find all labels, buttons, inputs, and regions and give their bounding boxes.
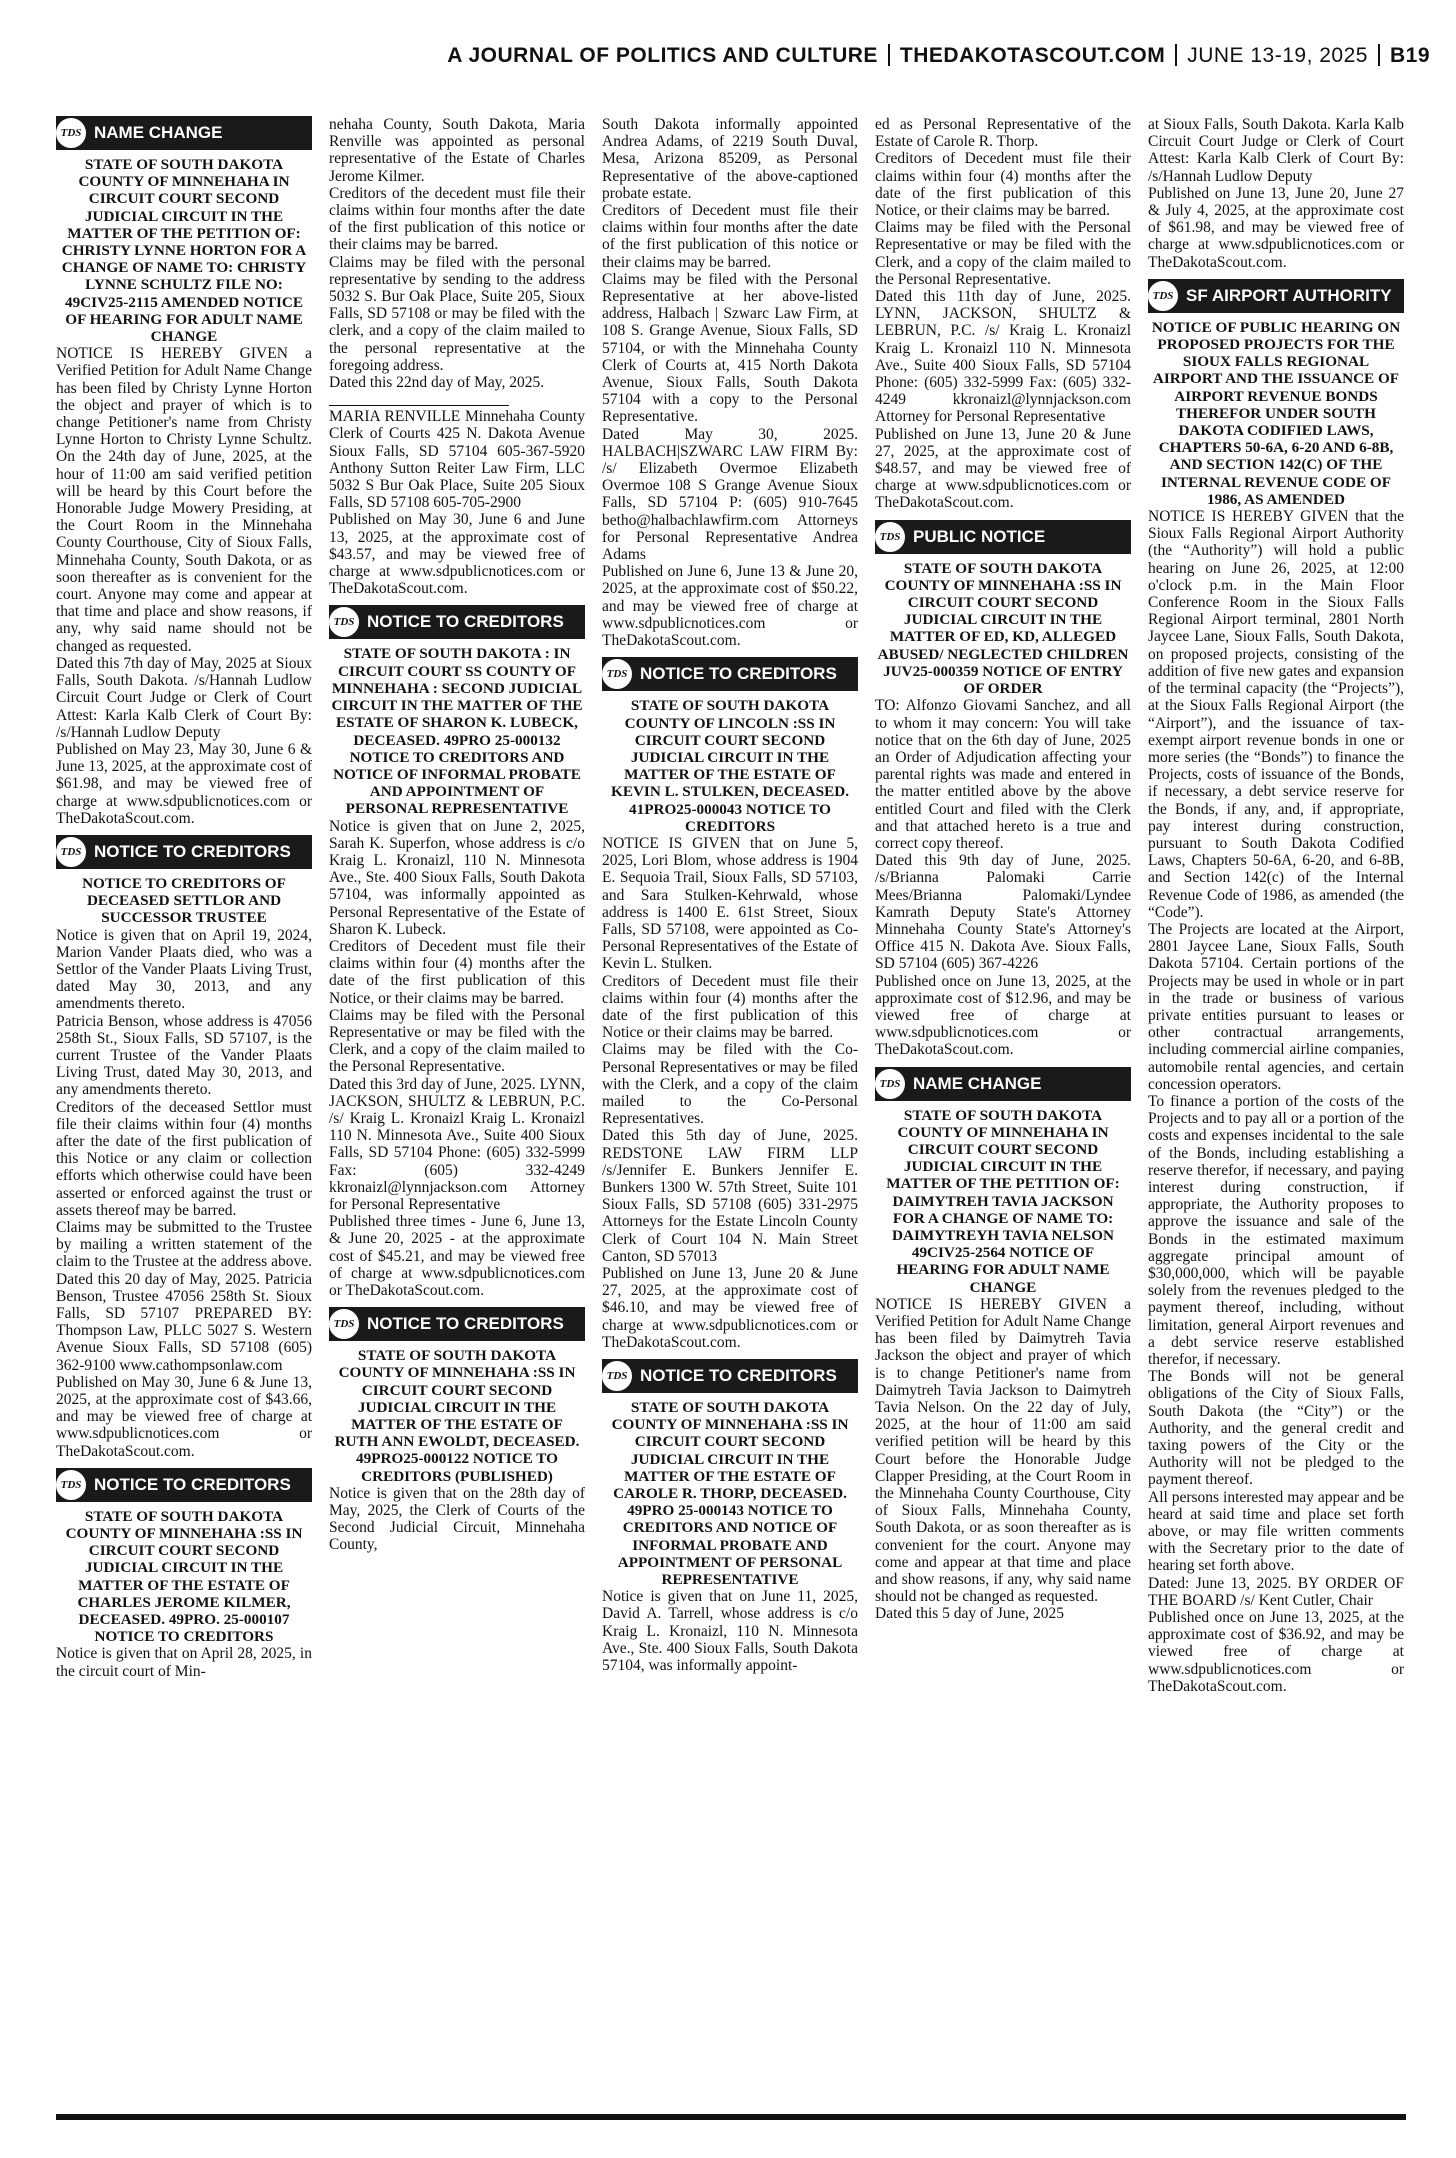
notice-paragraph: Notice is given that on April 28, 2025, in the circuit court of Min- xyxy=(56,1645,312,1680)
notice-paragraph: Claims may be filed with the Co-Personal Representatives or may be filed with the Clerk, and a copy of the claim mailed to the Co-Personal Representatives. xyxy=(602,1041,858,1128)
notice-paragraph: Claims may be filed with the personal representative by sending to the address 5032 S. Bur Oak Place, Suite 205, Sioux Falls, SD 57108 or may be filed with the clerk, and a copy of the claim mailed to the personal representative at the foregoing address. xyxy=(329,253,585,374)
notice-paragraph: NOTICE IS HEREBY GIVEN a Verified Petition for Adult Name Change has been filed by Christy Lynne Horton the object and prayer of which is to change Petitioner's name from Christy Lynne Horton to Christy Lynne Schultz. On the 24th day of June, 2025, at the hour of 11:00 am said verified petition will be heard by this Court before the Honorable Judge Mowery Presiding, at the Court Room in the Minnehaha County Courthouse, City of Sioux Falls, Minnehaha County, South Dakota, or as soon thereafter as is convenient for the court. Anyone may come and appear at that time and place and show reasons, if any, why said name should not be changed as requested. xyxy=(56,345,312,655)
notice-heading: NOTICE TO CREDITORS OF DECEASED SETTLOR AND SUCCESSOR TRUSTEE xyxy=(82,874,286,927)
publication-tagline: A JOURNAL OF POLITICS AND CULTURE xyxy=(447,44,878,67)
notice-paragraph: South Dakota informally appointed Andrea Adams, of 2219 South Duval, Mesa, Arizona 85209, as Personal Representative of the above-captioned probate estate. xyxy=(602,116,858,202)
section-tag-label: NOTICE TO CREDITORS xyxy=(94,1474,291,1494)
notice-paragraph: ed as Personal Representative of the Estate of Carole R. Thorp. xyxy=(875,116,1131,151)
header-separator xyxy=(888,44,890,66)
notice-heading: STATE OF SOUTH DAKOTA COUNTY OF MINNEHAHA IN CIRCUIT COURT SECOND JUDICIAL CIRCUIT IN THE MATTER OF THE PETITION OF: CHRISTY LYNNE HORTON FOR A CHANGE OF NAME TO: CHRISTY LYNNE SCHULTZ FILE NO: 49CIV25-2115 AMENDED NOTICE OF HEARING FOR ADULT NAME CHANGE xyxy=(61,156,307,346)
publication-note: Published three times - June 6, June 13, & June 20, 2025 - at the approximate cost of $45.21, and may be viewed free of charge at www.sdpublicnotices.com or TheDakotaScout.com. xyxy=(329,1213,585,1299)
notice-paragraph: Dated this 3rd day of June, 2025. LYNN, JACKSON, SHULTZ & LEBRUN, P.C. /s/ Kraig L. Kronaizl Kraig L. Kronaizl 110 N. Minnesota Ave., Suite 400 Sioux Falls, SD 57104 Phone: (605) 332-5999 Fax: (605) 332-4249 kkronaizl@lynnjackson.com Attorney for Personal Representative xyxy=(329,1075,585,1213)
notice-paragraph: Creditors of Decedent must file their claims within four (4) months after the date of the first publication of this Notice, or their claims may be barred. xyxy=(329,937,585,1007)
publication-note: Published once on June 13, 2025, at the approximate cost of $36.92, and may be viewed free of charge at www.sdpublicnotices.com or TheDakotaScout.com. xyxy=(1148,1609,1404,1695)
notice-paragraph: Dated this 11th day of June, 2025. LYNN, JACKSON, SHULTZ & LEBRUN, P.C. /s/ Kraig L. Kronaizl Kraig L. Kronaizl 110 N. Minnesota Ave., Suite 400 Sioux Falls, SD 57104 Phone: (605) 332-5999 Fax: (605) 332-4249 kkronaizl@lynnjackson.com Attorney for Personal Representative xyxy=(875,288,1131,426)
notice-paragraph: Dated May 30, 2025. HALBACH|SZWARC LAW FIRM By: /s/ Elizabeth Overmoe Elizabeth Overmoe 108 S Grange Avenue Sioux Falls, SD 57104 P: (605) 910-7645 betho@halbachlawfirm.com Attorneys for Personal Representative Andrea Adams xyxy=(602,425,858,564)
page-bottom-rule xyxy=(56,2114,1406,2120)
notice-paragraph: Notice is given that on April 19, 2024, Marion Vander Plaats died, who was a Settlor of the Vander Plaats Living Trust, dated May 30, 2013, and any amendments thereto. xyxy=(56,926,312,1013)
notice-paragraph: Dated this 5th day of June, 2025. REDSTONE LAW FIRM LLP /s/Jennifer E. Bunkers Jennifer E. Bunkers 1300 W. 57th Street, Suite 101 Sioux Falls, SD 57108 (605) 331-2975 Attorneys for the Estate Lincoln County Clerk of Court 104 N. Main Street Canton, SD 57013 xyxy=(602,1127,858,1265)
notice-paragraph: Dated this 5 day of June, 2025 xyxy=(875,1605,1064,1623)
notice-paragraph: Creditors of Decedent must file their claims within four (4) months after the date of the first publication of this Notice, or their claims may be barred. xyxy=(875,150,1131,220)
column-2 xyxy=(329,116,585,2101)
notice-paragraph: To finance a portion of the costs of the Projects and to pay all or a portion of the costs and expenses incidental to the sale of the Bonds, including establishing a reserve therefor, if necessary, and paying interest during construction, if appropriate, the Authority proposes to approve the issuance and sale of the Bonds in the estimated maximum aggregate principal amount of $30,000,000, which will be payable solely from the revenues pledged to the payment thereof, including, without limitation, general Airport revenues and a debt service reserve established therefor, if necessary. xyxy=(1148,1092,1404,1369)
notice-heading: STATE OF SOUTH DAKOTA COUNTY OF MINNEHAHA :SS IN CIRCUIT COURT SECOND JUDICIAL CIRCUIT IN THE MATTER OF THE ESTATE OF RUTH ANN EWOLDT, DECEASED. 49PRO25-000122 NOTICE TO CREDITORS (PUBLISHED) xyxy=(334,1347,580,1485)
header-separator xyxy=(1175,44,1177,66)
notice-paragraph: Dated this 9th day of June, 2025. /s/Brianna Palomaki Carrie Mees/Brianna Palomaki/Lyndee Kamrath Deputy State's Attorney Minnehaha County State's Attorney's Office 415 N. Dakota Ave. Sioux Falls, SD 57104 (605) 367-4226 xyxy=(875,852,1131,973)
section-tag-label: NAME CHANGE xyxy=(913,1073,1042,1093)
notice-heading: STATE OF SOUTH DAKOTA COUNTY OF LINCOLN :SS IN CIRCUIT COURT SECOND JUDICIAL CIRCUIT IN THE MATTER OF THE ESTATE OF KEVIN L. STULKEN, DECEASED. 41PRO25-000043 NOTICE TO CREDITORS xyxy=(611,697,849,835)
notice-paragraph: Dated: June 13, 2025. BY ORDER OF THE BOARD /s/ Kent Cutler, Chair xyxy=(1148,1574,1404,1609)
section-tag xyxy=(329,605,585,639)
publication-note: Published on May 30, June 6 & June 13, 2025, at the approximate cost of $43.66, and may be viewed free of charge at www.sdpublicnotices.com or TheDakotaScout.com. xyxy=(56,1373,312,1460)
notice-paragraph: at Sioux Falls, South Dakota. Karla Kalb Circuit Court Judge or Clerk of Court Attest: Karla Kalb Clerk of Court By: /s/Hannah Ludlow Deputy xyxy=(1148,116,1404,185)
publication-note: Published on May 30, June 6 and June 13, 2025, at the approximate cost of $43.57, and may be viewed free of charge at www.sdpublicnotices.com or TheDakotaScout.com. xyxy=(329,511,585,598)
section-tag xyxy=(1148,279,1404,313)
scout-logo-icon: TDS xyxy=(56,116,88,150)
publication-note: Published on June 13, June 20 & June 27, 2025, at the approximate cost of $48.57, and may be viewed free of charge at www.sdpublicnotices.com or TheDakotaScout.com. xyxy=(875,425,1131,512)
notices-columns xyxy=(56,116,1406,2101)
section-tag xyxy=(602,1359,858,1393)
notice-paragraph: Claims may be filed with the Personal Representative at her above-listed address, Halbach | Szwarc Law Firm, at 108 S. Grange Avenue, Sioux Falls, SD 57104, or with the Minnehaha County Clerk of Courts at, 415 North Dakota Avenue, Sioux Falls, South Dakota 57104 with a copy to the Personal Representative. xyxy=(602,270,858,426)
notice-paragraph: The Projects are located at the Airport, 2801 Jaycee Lane, Sioux Falls, South Dakota 57104. Certain portions of the Projects may be used in whole or in part in the trade or business of various private entities pursuant to leases or other contractual arrangements, including commercial airline companies, automobile rental agencies, and certain concession operators. xyxy=(1148,920,1404,1093)
notice-paragraph: All persons interested may appear and be heard at said time and place set forth above, or may file written comments with the Secretary prior to the date of hearing set forth above. xyxy=(1148,1488,1404,1575)
scout-logo-icon: TDS xyxy=(602,657,634,691)
publication-note: Published on June 13, June 20, June 27 & July 4, 2025, at the approximate cost of $61.98, and may be viewed free of charge at www.sdpublicnotices.com or TheDakotaScout.com. xyxy=(1148,184,1404,271)
notice-paragraph: NOTICE IS HEREBY GIVEN a Verified Petition for Adult Name Change has been filed by Daimytreh Tavia Jackson the object and prayer of which is to change Petitioner's name from Daimytreh Tavia Jackson to Daimytreh Tavia Nelson. On the 22 day of July, 2025, at the hour of 11:00 am said verified petition will be heard by this Court before the Honorable Judge Clapper Presiding, at the Court Room in the Minnehaha County Courthouse, City of Sioux Falls, Minnehaha County, South Dakota, or as soon thereafter as is convenient for the court. Anyone may come and appear at that time and place and show reasons, if any, why said name should not be changed as requested. xyxy=(875,1295,1131,1606)
notice-paragraph: MARIA RENVILLE Minnehaha County Clerk of Courts 425 N. Dakota Avenue Sioux Falls, SD 57104 605-367-5920 Anthony Sutton Reiter Law Firm, LLC 5032 S Bur Oak Place, Suite 205 Sioux Falls, SD 57108 605-705-2900 xyxy=(329,408,585,512)
section-tag xyxy=(56,1468,312,1502)
notice-paragraph: NOTICE IS HEREBY GIVEN that the Sioux Falls Regional Airport Authority (the “Authority”) will hold a public hearing on June 26, 2025, at 12:00 o'clock p.m. in the Main Floor Conference Room in the Sioux Falls Regional Airport terminal, 2801 North Jaycee Lane, Sioux Falls, South Dakota, on proposed projects, consisting of the addition of five new gates and expansion of the terminal capacity (the “Projects”), at the Sioux Falls Regional Airport (the “Airport”), and the issuance of tax-exempt airport revenue bonds in one or more series (the “Bonds”) to finance the Projects, costs of issuance of the Bonds, if necessary, a debt service reserve for the Bonds, if any, and, if appropriate, pay interest during construction, pursuant to South Dakota Codified Laws, Chapters 50-6A, 6-20, and 6-8B, and Section 142(c) of the Internal Revenue Code of 1986, as amended (the “Code”). xyxy=(1148,508,1404,921)
notice-paragraph: The Bonds will not be general obligations of the City of Sioux Falls, South Dakota (the “City”) or the Authority, and the general credit and taxing powers of the City or the Authority will not be pledged to the payment thereof. xyxy=(1148,1368,1404,1489)
column-3 xyxy=(602,116,858,2101)
scout-logo-icon: TDS xyxy=(1148,279,1180,313)
signature-line xyxy=(329,405,509,406)
section-tag-label: NOTICE TO CREDITORS xyxy=(367,612,564,632)
notice-paragraph: Creditors of Decedent must file their claims within four (4) months after the date of the first publication of this Notice or their claims may be barred. xyxy=(602,972,858,1042)
publication-note: Published on June 6, June 13 & June 20, 2025, at the approximate cost of $50.22, and may be viewed free of charge at www.sdpublicnotices.com or TheDakotaScout.com. xyxy=(602,563,858,650)
scout-logo-icon: TDS xyxy=(875,1067,907,1101)
site-name[interactable]: THEDAKOTASCOUT.COM xyxy=(899,44,1166,67)
notice-paragraph: Claims may be filed with the Personal Representative or may be filed with the Clerk, and a copy of the claim mailed to the Personal Representative. xyxy=(875,219,1131,288)
notice-heading: STATE OF SOUTH DAKOTA COUNTY OF MINNEHAHA :SS IN CIRCUIT COURT SECOND JUDICIAL CIRCUIT IN THE MATTER OF THE ESTATE OF CAROLE R. THORP, DECEASED. 49PRO 25-000143 NOTICE TO CREDITORS AND NOTICE OF INFORMAL PROBATE AND APPOINTMENT OF PERSONAL REPRESENTATIVE xyxy=(611,1399,849,1589)
section-tag xyxy=(329,1307,585,1341)
notice-paragraph: Notice is given that on the 28th day of May, 2025, the Clerk of Courts of the Second Judicial Circuit, Minnehaha County, xyxy=(329,1484,585,1554)
publication-note: Published on May 23, May 30, June 6 & June 13, 2025, at the approximate cost of $61.98, and may be viewed free of charge at www.sdpublicnotices.com or TheDakotaScout.com. xyxy=(56,740,312,827)
header-separator xyxy=(1378,44,1380,66)
section-tag-label: SF AIRPORT AUTHORITY xyxy=(1186,285,1392,305)
section-tag-label: NOTICE TO CREDITORS xyxy=(640,664,837,684)
section-tag xyxy=(56,116,312,150)
notice-paragraph: Claims may be filed with the Personal Representative or may be filed with the Clerk, and a copy of the claim mailed to the Personal Representative. xyxy=(329,1006,585,1076)
issue-date: JUNE 13-19, 2025 xyxy=(1187,44,1368,67)
notice-paragraph: TO: Alfonzo Giovami Sanchez, and all to whom it may concern: You will take notice that on the 6th day of June, 2025 an Order of Adjudication affecting your parental rights was made and entered in the matter entitled above by the above entitled Court and filed with the Clerk and that attached hereto is a true and correct copy thereof. xyxy=(875,697,1131,852)
notice-paragraph: Creditors of the decedent must file their claims within four months after the date of the first publication of this notice or their claims may be barred. xyxy=(329,184,585,254)
section-tag xyxy=(875,520,1131,554)
section-tag-label: NOTICE TO CREDITORS xyxy=(367,1314,564,1334)
publication-note: Published on June 13, June 20 & June 27, 2025, at the approximate cost of $46.10, and may be viewed free of charge at www.sdpublicnotices.com or TheDakotaScout.com. xyxy=(602,1265,858,1351)
section-tag xyxy=(56,835,312,869)
column-1 xyxy=(56,116,312,2101)
notice-paragraph: Creditors of the deceased Settlor must file their claims within four (4) months after the date of the first publication of this Notice or any claim or collection efforts which otherwise could have been asserted or enforced against the trust or assets thereof may be barred. xyxy=(56,1098,312,1219)
notice-paragraph: Patricia Benson, whose address is 47056 258th St., Sioux Falls, SD 57107, is the current Trustee of the Vander Plaats Living Trust, dated May 30, 2013, and any amendments thereto. xyxy=(56,1012,312,1099)
notice-paragraph: NOTICE IS GIVEN that on June 5, 2025, Lori Blom, whose address is 1904 E. Sequoia Trail, Sioux Falls, SD 57103, and Sara Stulken-Kehrwald, whose address is 1400 E. 61st Street, Sioux Falls, SD 57108, were appointed as Co-Personal Representatives of the Estate of Kevin L. Stulken. xyxy=(602,834,858,973)
notice-paragraph: Dated this 7th day of May, 2025 at Sioux Falls, South Dakota. /s/Hannah Ludlow Circuit Court Judge or Clerk of Court Attest: Karla Kalb Clerk of Court By: /s/Hannah Ludlow Deputy xyxy=(56,654,312,741)
section-tag-label: NOTICE TO CREDITORS xyxy=(94,841,291,861)
publication-note: Published once on June 13, 2025, at the approximate cost of $12.96, and may be viewed free of charge at www.sdpublicnotices.com or TheDakotaScout.com. xyxy=(875,972,1131,1059)
notice-heading: STATE OF SOUTH DAKOTA COUNTY OF MINNEHAHA IN CIRCUIT COURT SECOND JUDICIAL CIRCUIT IN THE MATTER OF THE PETITION OF: DAIMYTREH TAVIA JACKSON FOR A CHANGE OF NAME TO: DAIMYTREYH TAVIA NELSON 49CIV25-2564 NOTICE OF HEARING FOR ADULT NAME CHANGE xyxy=(886,1106,1120,1296)
notice-paragraph: Notice is given that on June 11, 2025, David A. Tarrell, whose address is c/o Kraig L. Kronaizl, 110 N. Minnesota Ave., Ste. 400 Sioux Falls, South Dakota 57104, was informally appoint- xyxy=(602,1588,858,1675)
notice-paragraph: Creditors of Decedent must file their claims within four months after the date of the first publication of this notice or their claims may be barred. xyxy=(602,202,858,271)
section-tag-label: NOTICE TO CREDITORS xyxy=(640,1366,837,1386)
scout-logo-icon: TDS xyxy=(329,605,361,639)
section-tag xyxy=(875,1067,1131,1101)
section-tag xyxy=(602,657,858,691)
scout-logo-icon: TDS xyxy=(329,1307,361,1341)
section-tag-label: NAME CHANGE xyxy=(94,123,223,142)
notice-paragraph: Claims may be submitted to the Trustee by mailing a written statement of the claim to the Trustee at the address above. Dated this 20 day of May, 2025. Patricia Benson, Trustee 47056 258th St. Sioux Falls, SD 57107 PREPARED BY: Thompson Law, PLLC 5027 S. Western Avenue Sioux Falls, SD 57108 (605) 362-9100 www.cathompsonlaw.com xyxy=(56,1218,312,1374)
section-tag-label: PUBLIC NOTICE xyxy=(913,526,1046,546)
page-number: B19 xyxy=(1389,44,1430,67)
column-4 xyxy=(875,116,1131,2101)
notice-paragraph: Notice is given that on June 2, 2025, Sarah K. Superfon, whose address is c/o Kraig L. Kronaizl, 110 N. Minnesota Ave., Ste. 400 Sioux Falls, South Dakota 57104, was informally appointed as Personal Representative of the Estate of Sharon K. Lubeck. xyxy=(329,817,585,938)
notice-heading: STATE OF SOUTH DAKOTA : IN CIRCUIT COURT SS COUNTY OF MINNEHAHA : SECOND JUDICIAL CIRCUIT IN THE MATTER OF THE ESTATE OF SHARON K. LUBECK, DECEASED. 49PRO 25-000132 NOTICE TO CREDITORS AND NOTICE OF INFORMAL PROBATE AND APPOINTMENT OF PERSONAL REPRESENTATIVE xyxy=(331,645,583,818)
notice-paragraph: Dated this 22nd day of May, 2025. xyxy=(329,374,545,392)
notice-heading: STATE OF SOUTH DAKOTA COUNTY OF MINNEHAHA :SS IN CIRCUIT COURT SECOND JUDICIAL CIRCUIT IN THE MATTER OF THE ESTATE OF CHARLES JEROME KILMER, DECEASED. 49PRO. 25-000107 NOTICE TO CREDITORS xyxy=(65,1507,303,1646)
scout-logo-icon: TDS xyxy=(56,835,88,869)
notice-paragraph: nehaha County, South Dakota, Maria Renville was appointed as personal representative of the Estate of Charles Jerome Kilmer. xyxy=(329,116,585,185)
scout-logo-icon: TDS xyxy=(602,1359,634,1393)
notice-heading: STATE OF SOUTH DAKOTA COUNTY OF MINNEHAHA :SS IN CIRCUIT COURT SECOND JUDICIAL CIRCUIT IN THE MATTER OF ED, KD, ALLEGED ABUSED/ NEGLECTED CHILDREN JUV25-000359 NOTICE OF ENTRY OF ORDER xyxy=(877,559,1129,698)
scout-logo-icon: TDS xyxy=(56,1468,88,1502)
page-header xyxy=(0,44,1430,68)
scout-logo-icon: TDS xyxy=(875,520,907,554)
column-5 xyxy=(1148,116,1404,2101)
notice-heading: NOTICE OF PUBLIC HEARING ON PROPOSED PROJECTS FOR THE SIOUX FALLS REGIONAL AIRPORT AND THE ISSUANCE OF AIRPORT REVENUE BONDS THEREFOR UNDER SOUTH DAKOTA CODIFIED LAWS, CHAPTERS 50-6A, 6-20 AND 6-8B, AND SECTION 142(C) OF THE INTERNAL REVENUE CODE OF 1986, AS AMENDED xyxy=(1151,318,1401,508)
